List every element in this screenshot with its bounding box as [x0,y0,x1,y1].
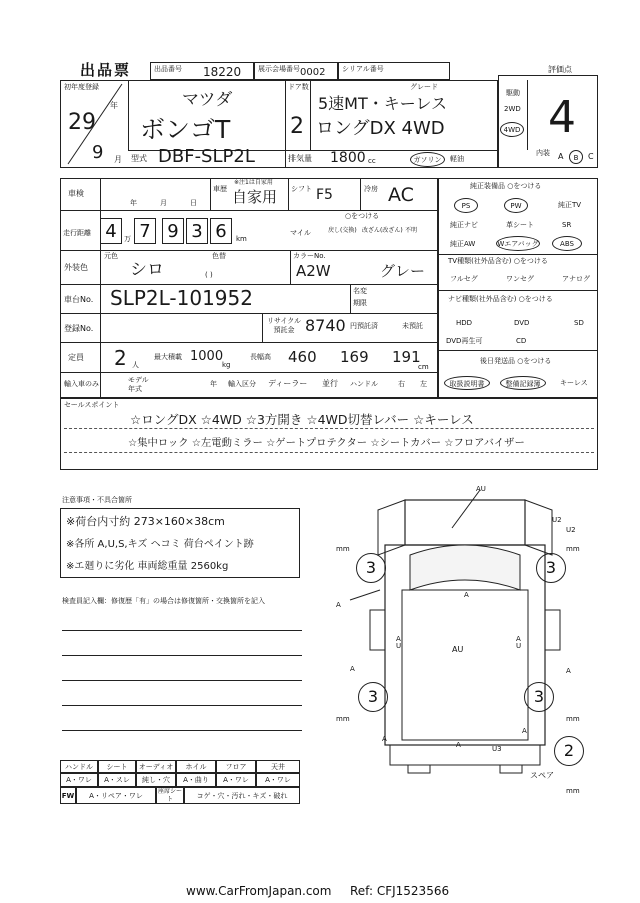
notes-line-1: ※荷台内寸約 273×160×38cm [66,515,225,528]
drive-label: 駆動 [506,89,520,97]
form-title: 出品票 [80,61,132,79]
insp-col-a [210,178,211,210]
cond-header: ハンドル [60,760,98,773]
load-value: 1000 [190,349,224,364]
fuel-gasoline: ガソリン [410,152,445,167]
mileage-label: 走行距離 [63,229,91,237]
handle-right: 右 [398,380,405,388]
color-no-value: A2W [296,262,331,280]
grade-label: グレード [410,83,438,91]
lane-number-box [254,62,338,80]
after-record: 整備記録簿 [500,376,546,390]
inspector-label: 検査員記入欄：修復歴「有」の場合は修復箇所・交換箇所を記入 [62,597,265,605]
displacement-value: 1800 [330,150,366,166]
sp-dot-1 [64,428,594,429]
tv-title: TV種類(社外品含む) ○をつける [448,257,548,265]
mm-label: mm [566,545,580,553]
capacity-unit: 人 [132,361,139,369]
insp-row-1 [60,210,438,211]
year-unit: 年 [110,101,118,110]
damage-mark: A [350,665,355,673]
damage-mark: A [566,667,571,675]
color-value: シロ [130,260,164,280]
damage-mark: U2 [552,516,562,524]
cond-value: 純し・穴 [136,773,176,787]
mileage-digit: 7 [134,218,156,244]
reg-divider [60,80,130,168]
damage-mark: A U [516,635,522,650]
interior-label: 内装 [536,149,550,157]
equip-aw: 純正AW [450,240,476,248]
color-change-paren: ( ) [205,271,213,279]
serial-number-label: シリアル番号 [342,65,384,73]
mm-label: mm [336,715,350,723]
displacement-unit: cc [368,157,376,165]
auction-number-label: 出品番号 [154,65,182,73]
grade-line-1: 5速MT・キーレス [318,94,447,113]
sales-point-line-2: ☆集中ロック ☆左電動ミラー ☆ゲートプロテクター ☆シートカバー ☆フロアバイザー [128,437,525,449]
name-change-label-2: 期限 [353,299,367,307]
usage-value: 自家用 [232,188,278,206]
recycle-unit: 円預託済 [350,322,378,330]
lane-number-label: 展示会場番号 [258,65,300,73]
load-unit: kg [222,361,231,369]
orig-color-label: 元色 [104,252,118,260]
col-divider-3 [310,80,311,150]
mm-label: mm [566,715,580,723]
insp-row-6 [60,372,438,373]
inspector-line [62,680,302,681]
cond-value: A・ワレ [216,773,256,787]
shaken-month: 月 [160,199,167,207]
mm-label: mm [566,787,580,795]
insp-col-d [290,250,291,284]
color-name-value: グレー [380,262,426,280]
equip-sr: SR [562,221,572,229]
notes-line-3: ※エ廻りに劣化 車両総重量 2560kg [66,561,229,572]
tv-analog: アナログ [562,275,590,283]
mileage-digit: 9 [162,218,184,244]
damage-mark: A [336,601,341,609]
displacement-label: 排気量 [288,154,312,163]
handle-left: 左 [420,380,427,388]
equip-airbag: Wエアバッグ [496,236,540,251]
maker-name: マツダ [182,90,233,110]
damage-mark: A [382,735,387,743]
insp-label-col [100,178,101,398]
recycle-label: リサイクル預託金 [266,317,302,334]
color-change-label: 色替 [212,252,226,260]
model-code-label: 型式 [131,154,147,163]
tyre-rear-left: 3 [358,682,388,712]
auction-number: 18220 [203,65,242,79]
footer-ref: Ref: CFJ1523566 [350,884,450,898]
circle-note: ○をつける [345,212,380,220]
sales-point-box [60,398,598,470]
ac-value: AC [388,184,414,206]
equip-ps: PS [454,198,478,213]
condition-table [60,760,300,804]
drive-option-2wd: 2WD [504,105,521,113]
grade-line-2: ロングDX 4WD [316,118,445,139]
mm-label: mm [336,545,350,553]
tv-fullseg: フルセグ [450,275,478,283]
equip-tv: 純正TV [558,201,582,209]
import-type-label: 輸入区分 [228,380,256,388]
tyre-front-left: 3 [356,553,386,583]
recycle-unpaid: 未預託 [402,322,423,330]
navi-dvd: DVD [514,319,530,327]
drive-option-4wd: 4WD [500,122,524,137]
length-value: 460 [288,348,317,366]
insp-row-4 [60,313,438,314]
cond-value: A・曲り [176,773,216,787]
mileage-option-unknown: 不明 [405,227,418,234]
score-label: 評価点 [548,65,572,74]
insp-col-e [350,284,351,313]
sp-dot-2 [64,452,594,453]
col-divider-1 [128,80,129,150]
cond-header: フロア [216,760,256,773]
insp-col-b [288,178,289,210]
navi-hdd: HDD [456,319,473,327]
equip-abs: ABS [552,236,582,251]
eq-line-2 [438,290,598,291]
usage-note: ※注1は自家用 [234,179,273,186]
col-divider-4 [498,80,499,168]
model-code: DBF-SLP2L [158,146,255,167]
import-label: 輸入車のみ [64,380,99,388]
model-name: ボンゴT [140,115,231,144]
insp-row-2 [60,250,438,251]
height-value: 191 [392,348,421,366]
equip-navi: 純正ナビ [450,221,478,229]
name-change-label: 名変 [353,287,367,295]
eq-line-3 [438,350,598,351]
equip-pw: PW [504,198,528,213]
navi-sd: SD [574,319,584,327]
sales-point-line-1: ☆ロングDX ☆4WD ☆3方開き ☆4WD切替レバー ☆キーレス [130,412,474,427]
sales-point-label: セールスポイント [64,401,120,409]
insp-row-3 [60,284,438,285]
spare-label: スペア [530,771,554,780]
auction-number-box [150,62,254,80]
cond-header: オーディオ [136,760,176,773]
usage-label: 車歴 [213,185,227,193]
mileage-option-swap: 戻し(交換) [328,227,357,234]
cond-value: A・ワレ [256,773,300,787]
doors-label: ドア数 [288,83,309,91]
color-no-label: カラーNo. [293,252,326,260]
inspector-line [62,630,302,631]
chassis-value: SLP2L-101952 [110,286,253,310]
tyre-front-right: 3 [536,553,566,583]
first-reg-year: 29 [68,110,96,135]
after-manual: 取扱説明書 [444,376,490,390]
model-year-unit: 年 [210,380,217,388]
mileage-option-tamper: 改ざん(改ざん) [362,227,403,234]
tv-oneseg: ワンセグ [506,275,534,283]
spare-tyre: 2 [554,736,584,766]
mileage-digit: 3 [186,218,208,244]
damage-mark: U2 [566,526,576,534]
cond-value: A・ワレ [60,773,98,787]
col-divider-2 [285,80,286,150]
insp-col-f [262,313,263,342]
cond-value: A・スレ [98,773,136,787]
damage-mark: A [522,727,527,735]
lane-number: 0002 [300,67,326,78]
damage-mark: A U [396,635,402,650]
recycle-value: 8740 [305,316,346,335]
interior-grade-b: B [569,150,583,164]
fw-value: A・リペア・ワレ [76,787,156,804]
first-reg-label: 初年度登録 [64,83,99,91]
insp-col-c [360,178,361,210]
load-label: 最大積載 [154,353,182,361]
shift-value: F5 [316,187,333,203]
footer-site: www.CarFromJapan.com [186,884,332,898]
import-type-dealer: ディーラー [268,379,308,388]
damage-mark: U3 [492,745,502,753]
navi-dvd-play: DVD再生可 [446,337,483,345]
mileage-digit: 4 [100,218,122,244]
ac-label: 冷房 [364,185,378,193]
month-unit: 月 [114,155,122,164]
serial-number-box [338,62,450,80]
after-keyless: キーレス [560,379,588,387]
first-reg-month: 9 [92,142,104,163]
dim-label: 長幅高 [250,353,271,361]
shaken-day: 日 [190,199,197,207]
score-value: 4 [548,92,576,143]
handle-label: ハンドル [350,380,378,388]
cond-header: シート [98,760,136,773]
mileage-digit: 6 [210,218,232,244]
fuel-diesel-label: 軽油 [450,155,464,163]
eq-line-1 [438,254,598,255]
cond-header: ホイル [176,760,216,773]
mileage-unit-km: km [236,235,247,243]
capacity-label: 定員 [68,353,84,362]
interior-grade-c: C [588,152,594,161]
inspector-line [62,730,302,731]
drive-divider [527,80,528,150]
model-year-label: モデル年式 [128,376,149,393]
equipment-title: 純正装備品 ○をつける [470,182,542,190]
tyre-rear-right: 3 [524,682,554,712]
navi-cd: CD [516,337,527,345]
reg-label: 登録No. [64,324,94,333]
shift-label: シフト [291,185,312,193]
seat-value: コゲ・穴・汚れ・キズ・破れ [184,787,300,804]
chassis-label: 車台No. [64,295,94,304]
color-label: 外装色 [64,263,88,272]
inspector-line [62,655,302,656]
insp-row-5 [60,342,438,343]
seat-label: 座席シート [157,788,182,803]
notes-line-2: ※各所 A,U,S,キズ ヘコミ 荷台ペイント跡 [66,539,254,550]
doors-value: 2 [290,114,304,139]
shaken-year: 年 [130,199,137,207]
equip-leather: 革シート [506,221,534,229]
damage-mark: A [464,591,469,599]
col-divider-5 [285,150,286,168]
inspector-line [62,705,302,706]
damage-mark: AU [452,645,464,654]
cond-header: 天井 [256,760,300,773]
damage-mark: AU [476,485,486,493]
capacity-value: 2 [114,346,127,370]
mileage-option-mile: マイル [290,229,311,237]
width-value: 169 [340,348,369,366]
navi-title: ナビ種類(社外品含む) ○をつける [448,295,553,303]
interior-grade-a: A [558,152,564,161]
dim-unit: cm [418,363,429,371]
fw-label: FW [60,787,76,804]
import-type-parallel: 並行 [322,379,338,388]
mileage-unit-man: 万 [124,235,131,243]
shaken-label: 車検 [68,189,84,198]
notes-label: 注意事項・不具合箇所 [62,496,132,504]
damage-mark: A [456,741,461,749]
after-title: 後日発送品 ○をつける [480,357,552,365]
